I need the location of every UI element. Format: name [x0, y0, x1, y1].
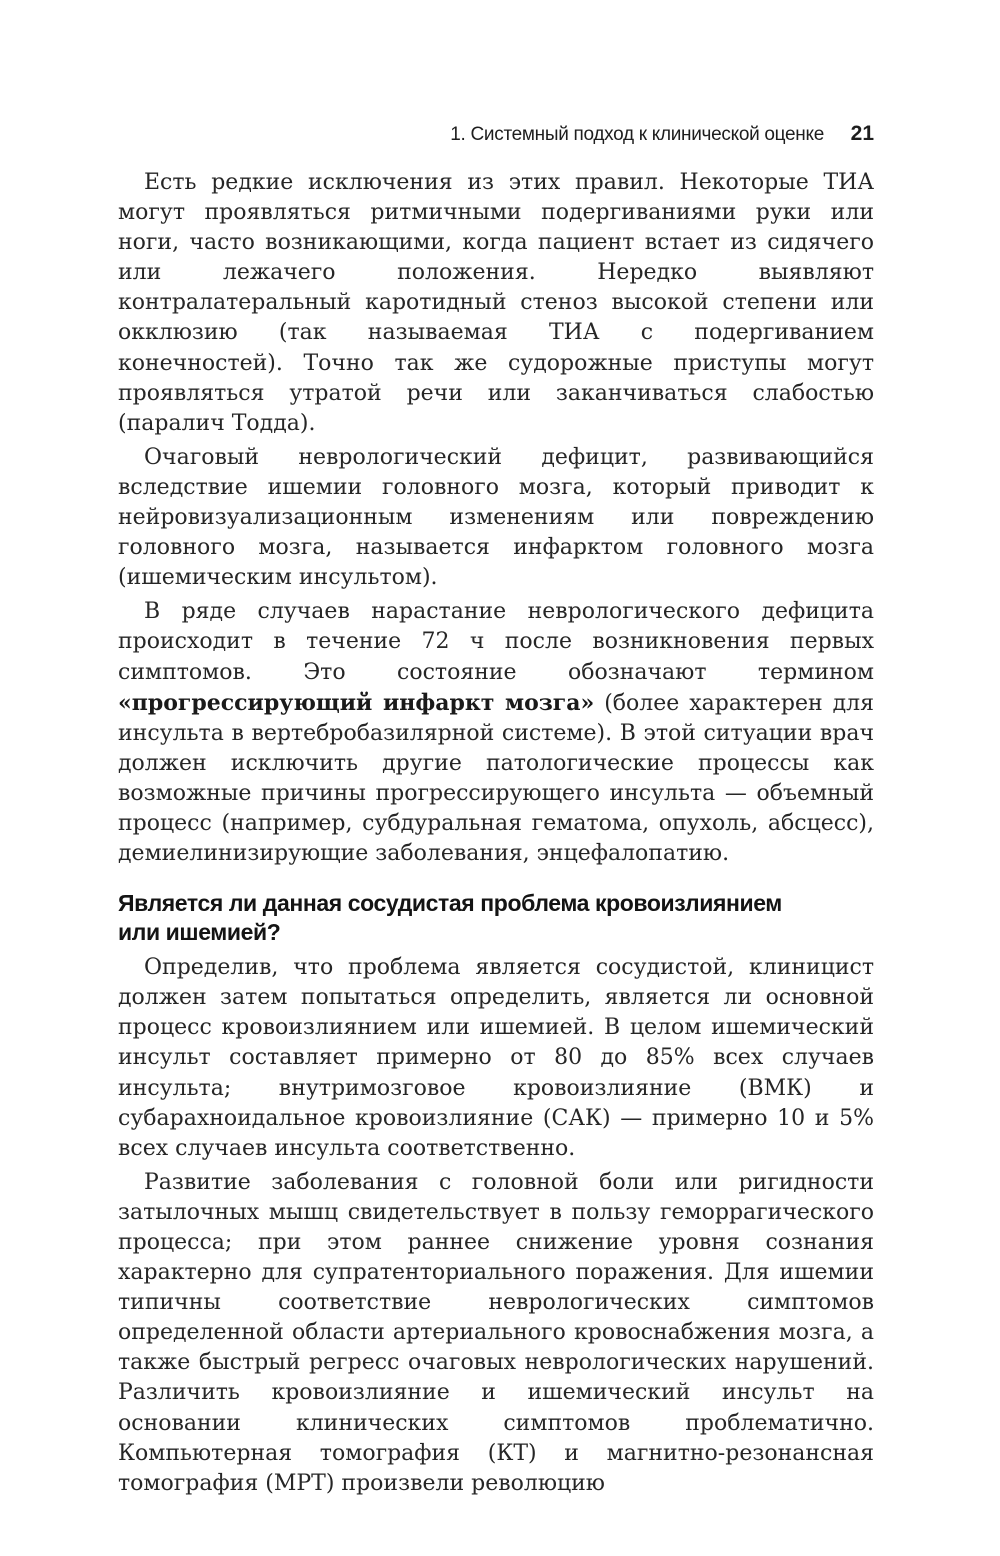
page-body	[118, 168, 874, 1499]
paragraph-cerebral-infarction: Очаговый неврологический дефицит, развивающийся вследствие ишемии головного мозга, который приводит к нейровизуализационным изменениям или повреждению головного мозга, называется инфарктом головного мозга (ишемическим инсультом).	[118, 444, 874, 591]
paragraph-exceptions: Есть редкие исключения из этих правил. Некоторые ТИА могут проявляться ритмичными подергиваниями руки или ноги, часто возникающими, когда пациент встает из сидячего или лежачего положения. Нередко выявляют контралатеральный каротидный стеноз высокой степени или окклюзию (так называемая ТИА с подергиванием конечностей). Точно так же судорожные приступы могут проявляться утратой речи или заканчиваться слабостью (паралич Тодда).	[118, 170, 874, 436]
paragraph-progressive-infarction	[118, 597, 874, 869]
section-heading-line-2: или ишемией?	[118, 919, 281, 946]
paragraph-progressive-part1: В ряде случаев нарастание неврологического дефицита происходит в течение 72 ч после возникновения первых симптомов. Это состояние обозначают термином	[118, 599, 874, 685]
paragraph-clinical-signs: Развитие заболевания с головной боли или ригидности затылочных мышц свидетельствует в пользу геморрагического процесса; при этом раннее снижение уровня сознания характерно для супратенториального поражения. Для ишемии типичны соответствие неврологических симптомов определенной области артериального кровоснабжения мозга, а также быстрый регресс очаговых неврологических нарушений. Различить кровоизлияние и ишемический инсульт на основании клинических симптомов проблематично. Компьютерная томография (КТ) и магнитно-резонансная томография (МРТ) произвели революцию	[118, 1169, 874, 1496]
section-heading	[118, 889, 818, 947]
page-number: 21	[850, 122, 874, 145]
paragraph-progressive-part2: (более характерен для инсульта в вертебробазилярной системе). В этой ситуации врач должен исключить другие патологические процессы как возможные причины прогрессирующего инсульта — объемный процесс (например, субдуральная гематома, опухоль, абсцесс), демиелинизирующие заболевания, энцефалопатию.	[118, 690, 874, 867]
paragraph-hemorrhage-vs-ischemia: Определив, что проблема является сосудистой, клиницист должен затем попытаться определить, является ли основной процесс кровоизлиянием или ишемией. В целом ишемический инсульт составляет примерно от 80 до 85% всех случаев инсульта; внутримозговое кровоизлияние (ВМК) и субарахноидальное кровоизлияние (САК) — примерно 10 и 5% всех случаев инсульта соответственно.	[118, 955, 874, 1161]
section-heading-line-1: Является ли данная сосудистая проблема кровоизлиянием	[118, 890, 782, 917]
running-title: 1. Системный подход к клинической оценке	[450, 124, 824, 145]
running-header	[118, 122, 874, 154]
bold-term-progressive-infarction: «прогрессирующий инфаркт мозга»	[118, 689, 595, 716]
